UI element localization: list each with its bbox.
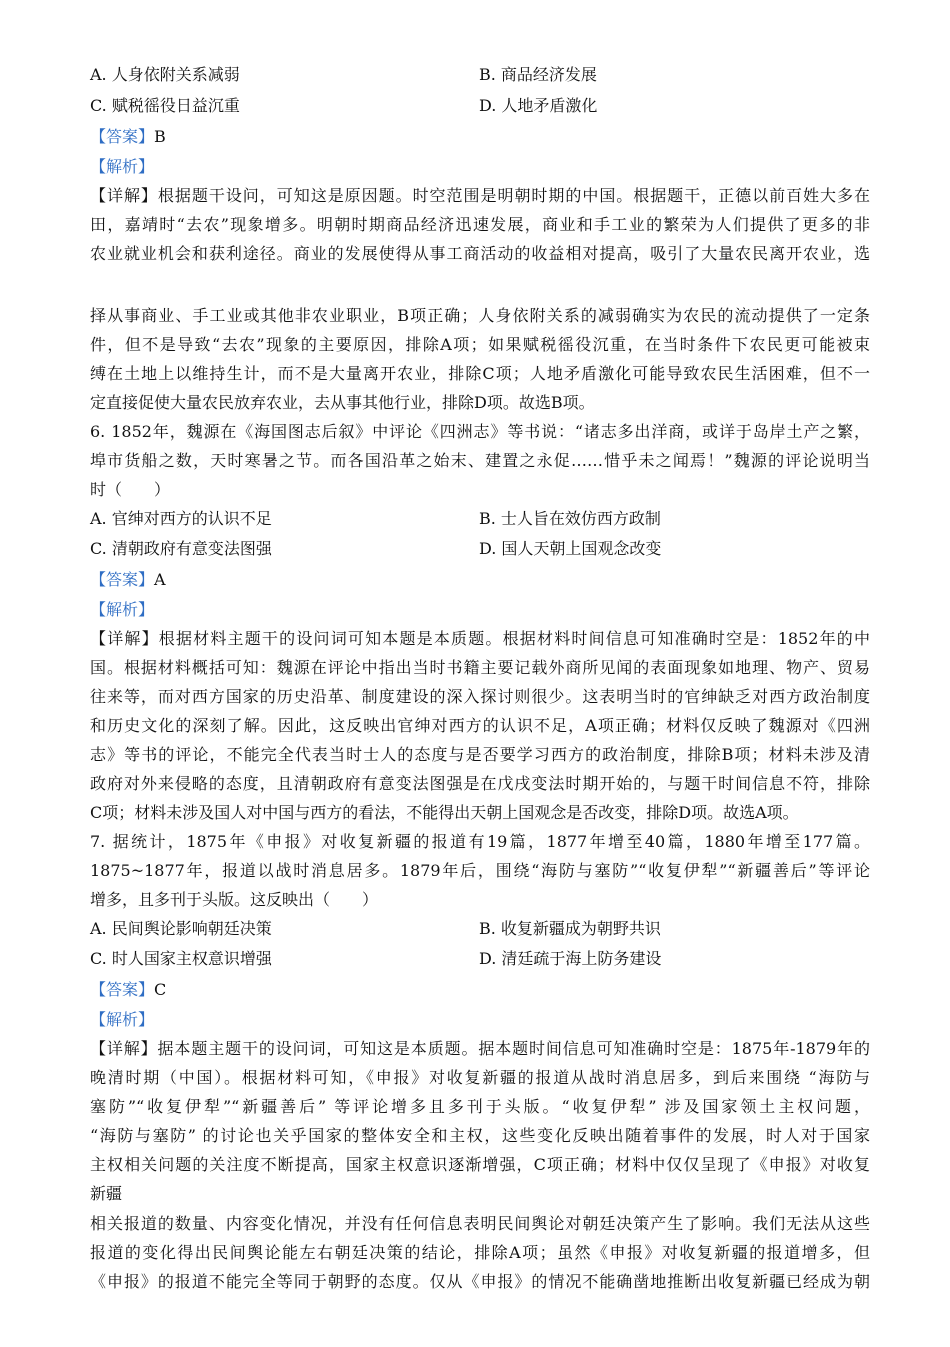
q7-detail-line: 晚清时期（中国）。根据材料可知，《申报》对收复新疆的报道从战时消息居多，到后来围绕 “海防与 <box>90 1068 870 1087</box>
answer-value: C <box>154 980 167 999</box>
detail-tag: 【详解】 <box>90 1039 158 1058</box>
answer-value: B <box>154 127 166 146</box>
q7-detail-line: 新疆 <box>90 1184 123 1203</box>
q7-detail-line: 塞防”“收复伊犁”“新疆善后” 等评论增多且多刊于头版。“收复伊犁” 涉及国家领土主权问题， <box>90 1097 870 1116</box>
q6-answer-line <box>90 570 870 590</box>
q7-option-a: A. 民间舆论影响朝廷决策 <box>90 919 272 938</box>
q6-detail-line: 和历史文化的深刻了解。因此，这反映出官绅对西方的认识不足，A项正确；材料仅反映了魏源对《四洲 <box>90 716 870 735</box>
q6-option-c: C. 清朝政府有意变法图强 <box>90 539 272 558</box>
q7-option-b: B. 收复新疆成为朝野共识 <box>479 919 661 938</box>
q5-analysis-tag: 【解析】 <box>90 157 155 176</box>
answer-tag: 【答案】 <box>90 980 155 999</box>
q6-detail-line: 国。根据材料概括可知：魏源在评论中指出当时书籍主要记载外商所见闻的表面现象如地理、物产、贸易 <box>90 658 870 677</box>
q5-detail-line: 缚在土地上以维持生计，而不是大量离开农业，排除C项；人地矛盾激化可能导致农民生活困难，但不一 <box>90 364 870 383</box>
q5-detail-line: 择从事商业、手工业或其他非农业职业，B项正确；人身依附关系的减弱确实为农民的流动提供了一定条 <box>90 306 870 325</box>
q5-detail-line: 件，但不是导致“去农”现象的主要原因，排除A项；如果赋税徭役沉重，在当时条件下农民更可能被束 <box>90 335 870 354</box>
q6-detail-line: 【详解】根据材料主题干的设问词可知本题是本质题。根据材料时间信息可知准确时空是：1852年的中 <box>90 629 870 648</box>
q7-detail-line: “海防与塞防” 的讨论也关乎国家的整体安全和主权，这些变化反映出随着事件的发展，时人对于国家 <box>90 1126 870 1145</box>
q7-detail-line: 主权相关问题的关注度不断提高，国家主权意识逐渐增强，C项正确；材料中仅仅呈现了《申报》对收复 <box>90 1155 870 1174</box>
q5-option-d: D. 人地矛盾激化 <box>479 96 598 115</box>
q6-detail-line: 政府对外来侵略的态度，且清朝政府有意变法图强是在戊戌变法时期开始的，与题干时间信息不符，排除 <box>90 774 870 793</box>
q7-answer-line <box>90 980 870 1000</box>
q6-option-a: A. 官绅对西方的认识不足 <box>90 509 272 528</box>
answer-value: A <box>154 570 166 589</box>
q6-stem-line: 时（ ） <box>90 480 171 499</box>
q6-detail-line: C项；材料未涉及国人对中国与西方的看法，不能得出天朝上国观念是否改变，排除D项。故选A项。 <box>90 803 799 822</box>
q6-option-d: D. 国人天朝上国观念改变 <box>479 539 662 558</box>
q7-analysis-tag: 【解析】 <box>90 1010 155 1029</box>
q7-stem-line: 1875~1877年，报道以战时消息居多。1879年后，围绕“海防与塞防”“收复伊犁”“新疆善后”等评论 <box>90 861 870 880</box>
q5-detail-line: 【详解】根据题干设问，可知这是原因题。时空范围是明朝时期的中国。根据题干，正德以前百姓大多在 <box>90 186 870 205</box>
q5-detail-line: 农业就业机会和获利途径。商业的发展使得从事工商活动的收益相对提高，吸引了大量农民离开农业，选 <box>90 244 870 263</box>
q7-detail-line: 【详解】据本题主题干的设问词，可知这是本质题。据本题时间信息可知准确时空是：1875年-1879年的 <box>90 1039 870 1058</box>
q6-detail-line: 往来等，而对西方国家的历史沿革、制度建设的深入探讨则很少。这表明当时的官绅缺乏对西方政治制度 <box>90 687 870 706</box>
q5-detail-line: 田，嘉靖时“去农”现象增多。明朝时期商品经济迅速发展，商业和手工业的繁荣为人们提供了更多的非 <box>90 215 870 234</box>
q6-stem-line: 埠市货船之数，天时寒暑之节。而各国沿革之始末、建置之永促……惜乎未之闻焉！”魏源的评论说明当 <box>90 451 870 470</box>
detail-tag: 【详解】 <box>90 629 159 648</box>
q7-stem-line: 7. 据统计，1875年《申报》对收复新疆的报道有19篇，1877年增至40篇，1880年增至177篇。 <box>90 832 870 851</box>
q7-detail-line: 相关报道的数量、内容变化情况，并没有任何信息表明民间舆论对朝廷决策产生了影响。我们无法从这些 <box>90 1214 870 1233</box>
q5-option-b: B. 商品经济发展 <box>479 65 597 84</box>
q5-option-a: A. 人身依附关系减弱 <box>90 65 240 84</box>
q5-answer-line <box>90 127 870 147</box>
q6-option-b: B. 士人旨在效仿西方政制 <box>479 509 661 528</box>
answer-tag: 【答案】 <box>90 570 155 589</box>
q6-stem-line: 6. 1852年，魏源在《海国图志后叙》中评论《四洲志》等书说：“诸志多出洋商，或详于岛岸土产之繁， <box>90 422 870 441</box>
q7-option-c: C. 时人国家主权意识增强 <box>90 949 272 968</box>
q5-detail-line: 定直接促使大量农民放弃农业，去从事其他行业，排除D项。故选B项。 <box>90 393 595 412</box>
q6-analysis-tag: 【解析】 <box>90 600 155 619</box>
detail-tag: 【详解】 <box>90 186 158 205</box>
q6-detail-line: 志》等书的评论，不能完全代表当时士人的态度与是否要学习西方的政治制度，排除B项；材料未涉及清 <box>90 745 870 764</box>
answer-tag: 【答案】 <box>90 127 155 146</box>
q7-option-d: D. 清廷疏于海上防务建设 <box>479 949 662 968</box>
q5-option-c: C. 赋税徭役日益沉重 <box>90 96 240 115</box>
q7-detail-line: 《申报》的报道不能完全等同于朝野的态度。仅从《申报》的情况不能确凿地推断出收复新疆已经成为朝 <box>90 1272 870 1291</box>
q7-stem-line: 增多，且多刊于头版。这反映出（ ） <box>90 890 379 909</box>
q7-detail-line: 报道的变化得出民间舆论能左右朝廷决策的结论，排除A项；虽然《申报》对收复新疆的报道增多，但 <box>90 1243 870 1262</box>
